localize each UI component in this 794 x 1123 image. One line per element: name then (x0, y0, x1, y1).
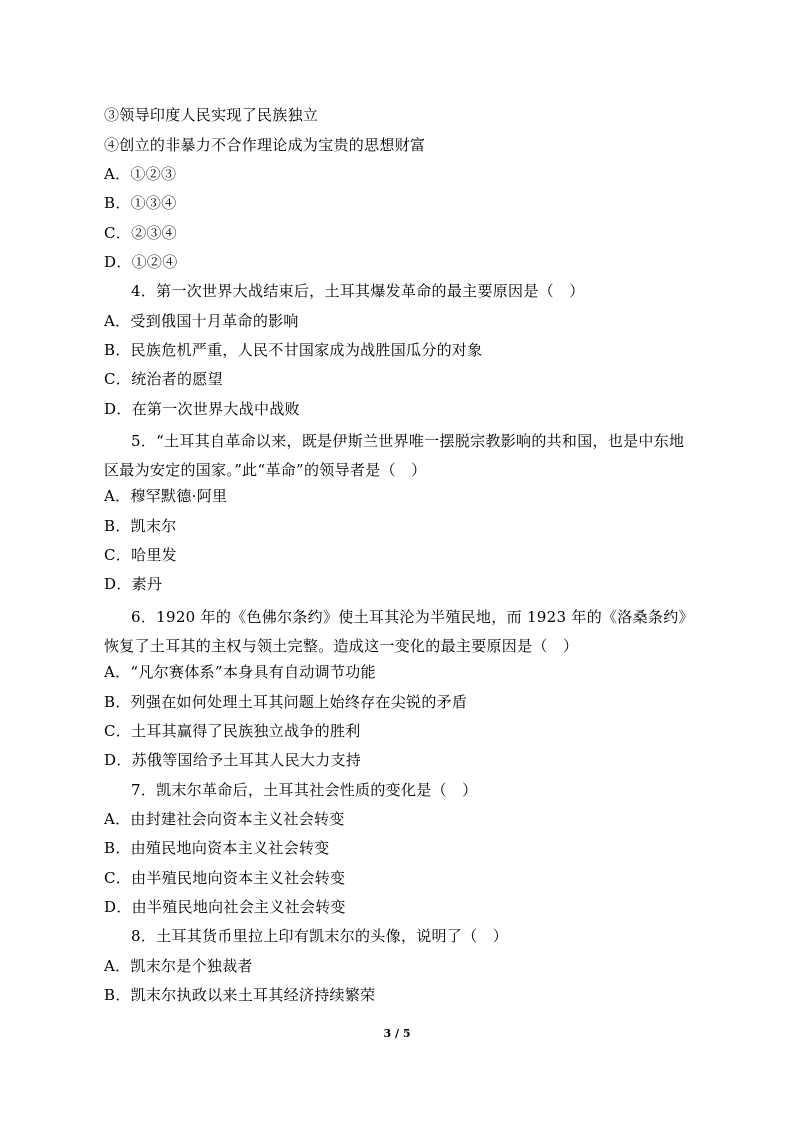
q7-option-b: B．由殖民地向资本主义社会转变 (104, 839, 330, 857)
question-4: 4．第一次世界大战结束后，土耳其爆发革命的最主要原因是（ ） (131, 282, 585, 300)
q3-option-c: C．②③④ (104, 224, 177, 242)
statement-3: ③领导印度人民实现了民族独立 (104, 106, 319, 124)
q6-option-c: C．土耳其赢得了民族独立战争的胜利 (104, 722, 361, 740)
q5-option-a: A．穆罕默德·阿里 (104, 487, 228, 505)
question-6: 6．1920 年的《色佛尔条约》使土耳其沦为半殖民地，而 1923 年的《洛桑条约》恢复了土耳其的主权与领土完整。造成这一变化的最主要原因是（ ） (104, 608, 694, 655)
question-5: 5．“土耳其自革命以来，既是伊斯兰世界唯一摆脱宗教影响的共和国，也是中东地区最为安定的国家。”此“革命”的领导者是（ ） (104, 432, 685, 479)
q5-option-c: C．哈里发 (104, 546, 177, 564)
page-number: 3 / 5 (383, 1027, 411, 1040)
question-8: 8．土耳其货币里拉上印有凯末尔的头像，说明了（ ） (131, 927, 509, 945)
q3-option-d: D．①②④ (104, 253, 178, 271)
q4-option-c: C．统治者的愿望 (104, 370, 223, 388)
q7-option-a: A．由封建社会向资本主义社会转变 (104, 810, 345, 828)
q7-option-c: C．由半殖民地向资本主义社会转变 (104, 869, 346, 887)
q6-option-d: D．苏俄等国给予土耳其人民大力支持 (104, 751, 362, 769)
q8-option-b: B．凯末尔执政以来土耳其经济持续繁荣 (104, 986, 376, 1004)
q4-option-b: B．民族危机严重，人民不甘国家成为战胜国瓜分的对象 (104, 341, 483, 359)
q3-option-b: B．①③④ (104, 194, 177, 212)
q4-option-d: D．在第一次世界大战中战败 (104, 400, 300, 418)
q4-option-a: A．受到俄国十月革命的影响 (104, 312, 299, 330)
q8-option-a: A．凯末尔是个独裁者 (104, 957, 253, 975)
statement-4: ④创立的非暴力不合作理论成为宝贵的思想财富 (104, 136, 426, 154)
q7-option-d: D．由半殖民地向社会主义社会转变 (104, 898, 346, 916)
question-7: 7．凯末尔革命后，土耳其社会性质的变化是（ ） (131, 781, 478, 799)
q5-option-b: B．凯末尔 (104, 517, 177, 535)
q3-option-a: A．①②③ (104, 165, 177, 183)
q6-option-a: A．“凡尔赛体系”本身具有自动调节功能 (104, 663, 376, 681)
q6-option-b: B．列强在如何处理土耳其问题上始终存在尖锐的矛盾 (104, 693, 468, 711)
q5-option-d: D．素丹 (104, 575, 163, 593)
